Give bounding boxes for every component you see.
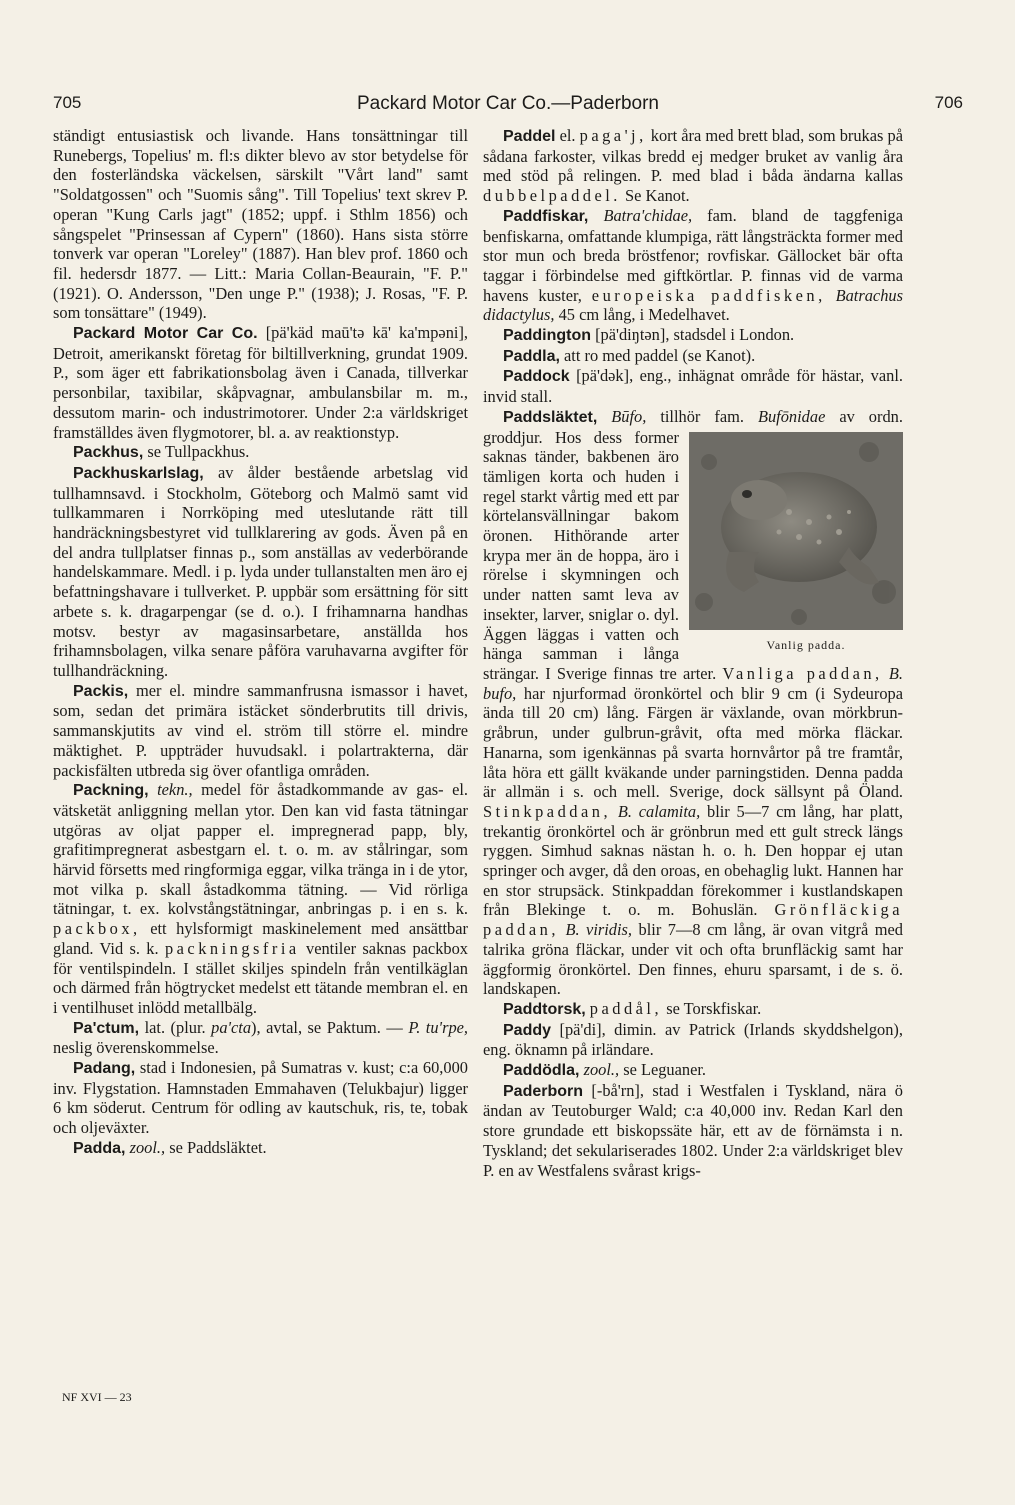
entry-text: 45 cm lång, i Medelhavet. <box>558 305 730 325</box>
headword: Paddtorsk, <box>503 1000 586 1018</box>
headword: Packis, <box>73 682 129 700</box>
running-header <box>53 93 963 117</box>
entry-text: lat. (plur. <box>144 1017 206 1037</box>
toad-photo <box>689 432 903 630</box>
italic-term: B. calamita, <box>617 801 701 821</box>
entry-paddel <box>483 126 903 206</box>
page-number-right: 706 <box>934 93 963 112</box>
headword: Paddödla, <box>503 1062 580 1080</box>
entry-paddodla <box>483 1060 903 1081</box>
entry-packhuskarlslag <box>53 463 468 681</box>
page-number-left: 705 <box>53 93 82 112</box>
entry-text: [pä'dək], eng., inhägnat område för hästar, vanl. invid stall. <box>483 366 903 407</box>
entry-text: av ordn. groddjur. Hos dess former saknas tänder, bakbenen äro tämligen korta och huden i regel starkt vårtig med ett par körtelansvällningar bakom öronen. Hithörande arter krypa mer än de hoppa, äro i rörelse i skymningen och under natten samt leva av insekter, larver, sniglar o. dyl. Äggen läggas i vatten och hänga samman i långa strängar. I Sverige finnas tre arter. <box>483 406 903 683</box>
spaced-term: Stinkpaddan, <box>483 801 612 821</box>
headword: Paddington <box>503 327 591 345</box>
toad-icon <box>689 432 903 630</box>
entry-text: blir 5—7 cm lång, har platt, trekantig öronkörtel och är grönbrun med ett gult streck längs ryggen. Simhud saknas nästan h. o. h. Den hoppar ej utan springer och avger, då den oroas, en obehaglig lukt. Hannen har en stor strupsäck. Stinkpaddan förekommer i kustlandskapen från Blekinge t. o. m. Bohuslän. <box>483 801 903 920</box>
entry-packard <box>53 323 468 442</box>
entry-packning <box>53 780 468 1017</box>
signature-mark: NF XVI — 23 <box>62 1390 132 1404</box>
entry-text: ), avtal, se Paktum. — <box>251 1017 403 1037</box>
italic-term: Batrachus didactylus, <box>483 285 903 325</box>
entry-text: medel för åstadkommande av gas- el. vätsketät anliggning mellan ytor. Den kan vid fasta tätningar utgöras av oljat papper el. impregnerad papp, bly, grafitimpregnerat asbestgarn el. t. o. m. av stålringar, som härvid försetts med ringformiga eggar, vilka tränga in i de ytor, mot vilka p. skall åstadkomma tätning. — Vid rörliga tätningar, t. ex. kolvstångstätningar, anbringas p. i en s. k. <box>53 780 468 919</box>
spaced-term: Vanliga paddan, <box>722 663 883 683</box>
entry-text: kort åra med brett blad, som brukas på sådana farkoster, vilkas bredd ej medger bruket av vanlig åra med stöd på relingen. P. med blad i båda ändarna kallas <box>483 126 903 186</box>
headword: Packard Motor Car Co. <box>73 325 258 343</box>
headword: Paddy <box>503 1021 552 1039</box>
figure-caption: Vanlig padda. <box>766 637 846 652</box>
italic-term: B. bufo, <box>483 663 903 703</box>
entry-text: fam. bland de taggfeniga benfiskarna, omfattande klumpiga, rätt långsträckta former med stor mun och breda bröstfenor; rovfiskar. Gällocket bär ofta taggar i förbindelse med giftkörtlar. P. finnas vid de varma havens kuster, <box>483 205 903 305</box>
headword: Packning, <box>73 782 149 800</box>
headword: Paddel <box>503 128 556 145</box>
entry-text: Se Kanot. <box>625 186 690 206</box>
spaced-term: paddål, <box>589 998 663 1018</box>
label-italic: zool., <box>129 1137 166 1157</box>
headword: Paddla, <box>503 347 560 365</box>
headword: Paddfiskar, <box>503 207 589 225</box>
spaced-term: packningsfria <box>164 938 300 958</box>
entry-text: se Leguaner. <box>623 1060 707 1080</box>
spaced-term: paga'j, <box>579 126 647 145</box>
entry-text: ventiler saknas packbox för ventilspindeln. I stället skiljes spindeln från ventilkäglan och därmed från högtrycket medelst ett tätande membran el. en i ventilhuset inlödd metallbälg. <box>53 938 468 1017</box>
label-italic: tekn., <box>157 780 193 800</box>
entry-padda <box>53 1138 468 1159</box>
left-column <box>53 126 468 1159</box>
headword: Padda, <box>73 1139 126 1157</box>
italic-term: B. viridis, <box>565 920 633 940</box>
italic-term: Batra'chidae, <box>603 205 693 225</box>
headword: Packhuskarlslag, <box>73 464 204 482</box>
entry-text: [pä'diŋtən], stadsdel i London. <box>595 325 795 345</box>
entry-paderborn <box>483 1081 903 1181</box>
spaced-term: dubbelpaddel. <box>483 186 621 206</box>
entry-paddslaktet <box>483 407 903 999</box>
entry-paddfiskar <box>483 206 903 325</box>
entry-pacius-continued: ständigt entusiastisk och livande. Hans tonsättningar till Runebergs, Topelius' m. fl:s dikter blevo av stor betydelse för den fosterländska väckelsen, särskilt "Vårt land" samt "Soldatgossen" och "Suomis sång". Till Topelius' text skrev P. operan "Kung Carls jagt" (1852; uppf. i Sthlm 1856) och sångspelet "Prinsessan af Cypern" (1860). Hans sista större tonverk var operan "Loreley" (1887). Han blev prof. 1860 och fil. hedersdr 1877. — Litt.: Maria Collan-Beaurain, "F. P." (1921). O. Andersson, "Den unge P." (1938); J. Rosas, "F. P. som tonsättare" (1949). <box>53 126 468 323</box>
entry-paddington <box>483 325 903 346</box>
entry-paddock <box>483 366 903 406</box>
headword: Paderborn <box>503 1082 584 1100</box>
entry-text: stad i Indonesien, på Sumatras v. kust; c:a 60,000 inv. Flygstation. Hamnstaden Emmahaven (Telukbajur) ligger 6 km söderut. Centrum för odling av kautschuk, ris, te, tobak och oljeväxter. <box>53 1058 468 1138</box>
entry-text: [pä'käd maū'tə kā' ka'mpəni], Detroit, amerikanskt företag för biltillverkning, grundat 1909. P., som äger ett fabrikationsbolag även i Canada, tillverkar personbilar, taxibilar, skåpvagnar, ambulansbilar m. m., dessutom marin- och industrimotorer. Under 2:a världskriget framställdes även flygmotorer, bl. a. av reaktionstyp. <box>53 323 468 442</box>
entry-text: att ro med paddel (se Kanot). <box>564 345 756 365</box>
entry-text: se Torskfiskar. <box>666 998 762 1018</box>
label-italic: zool., <box>583 1060 620 1080</box>
entry-text: ett hylsformigt maskinelement med ansättbar gland. Vid s. k. <box>53 919 468 958</box>
spaced-term: europeiska paddfisken, <box>591 285 826 305</box>
headword: Packhus, <box>73 444 144 462</box>
spaced-term: Grönfläckiga paddan, <box>483 900 903 940</box>
entry-text: el. <box>559 126 576 145</box>
headword: Paddsläktet, <box>503 408 598 426</box>
entry-text: har njurformad öronkörtel och blir 9 cm (i Sydeuropa ända till 20 cm) lång. Färgen är växlande, ovan mörkbrun-gråbrun, under gulbrun-gråvit, ofta med mörka fläckar. Hanarna, som igenkännas på svarta hornvårtor på tre framtår, låta höra ett gällt kväkande under parningstiden. Denna padda är allmän i s. och mell. Sverige, dock sällsynt på Öland. <box>483 683 903 802</box>
entry-text: mer el. mindre sammanfrusna ismassor i havet, som, sedan det primära istäcket sönderbrutits till drivis, sammanskjutits av vind el. ström till större el. mindre mäktighet. P. uppträder huvudsakl. i polartrakterna, där packisfälten utbreda sig över ofantliga områden. <box>53 680 468 780</box>
entry-text: tillhör fam. <box>660 406 744 426</box>
headword: Padang, <box>73 1060 136 1078</box>
headword: Paddock <box>503 368 570 386</box>
entry-padang <box>53 1058 468 1138</box>
toad-figure <box>689 432 903 656</box>
right-column <box>483 126 903 1180</box>
italic-term: P. tu'rpe, <box>408 1017 469 1037</box>
entry-paddy <box>483 1020 903 1060</box>
entry-text: blir 7—8 cm lång, är ovan vitgrå med talrika gröna fläckar, under vit och ofta brunfläckig samt har äggformig öronkörtel. Den finnes, ehuru sparsamt, i de s. ö. landskapen. <box>483 920 903 999</box>
spaced-term: packbox, <box>53 919 141 939</box>
italic-term: Būfo, <box>611 406 647 426</box>
entry-text: [pä'di], dimin. av Patrick (Irlands skyddshelgon), eng. öknamn på irländare. <box>483 1019 903 1060</box>
page-title: Packard Motor Car Co.—Paderborn <box>356 93 659 114</box>
entry-text: av ålder bestående arbetslag vid tullhamnsavd. i Stockholm, Göteborg och Malmö samt vid tullkammaren i Norrköping med uteslutande rätt till handräckningsbestyret vid tullklarering av gods. Även på en del andra tullplatser finnas p., som anställas av vederbörande handelskammare. Medl. i p. lyda under tullanstalten men äro ej befattningshavare i tullverket. P. uppbär som ersättning för sitt arbete s. k. dragarpengar (se d. o.). I frihamnarna handhas motsv. bestyr av magasinsarbetare, anställda hos frihamnsbolagen, vilka senare påföra varuhavarna avgifter för tullhandräckning. <box>53 462 468 680</box>
entry-text: [-bå'rn], stad i Westfalen i Tyskland, nära ö ändan av Teutoburger Wald; c:a 40,000 inv. Redan Karl den store grundade ett biskopssäte här, ett av de förnämsta i n. Tyskland; det sekulariserades 1802. Under 2:a världskriget blev P. en av Westfalens svårast krigs- <box>483 1080 903 1180</box>
italic-term: pa'cta <box>211 1017 252 1037</box>
italic-term: Bufōnidae <box>757 406 826 426</box>
entry-text: se Paddsläktet. <box>169 1137 267 1157</box>
entry-text: neslig överenskommelse. <box>53 1038 219 1058</box>
entry-paddtorsk <box>483 999 903 1020</box>
entry-packis <box>53 681 468 781</box>
entry-pactum <box>53 1018 468 1058</box>
entry-packhus <box>53 442 468 463</box>
entry-paddla <box>483 346 903 367</box>
headword: Pa'ctum, <box>73 1019 140 1037</box>
entry-text: se Tullpackhus. <box>147 442 250 462</box>
